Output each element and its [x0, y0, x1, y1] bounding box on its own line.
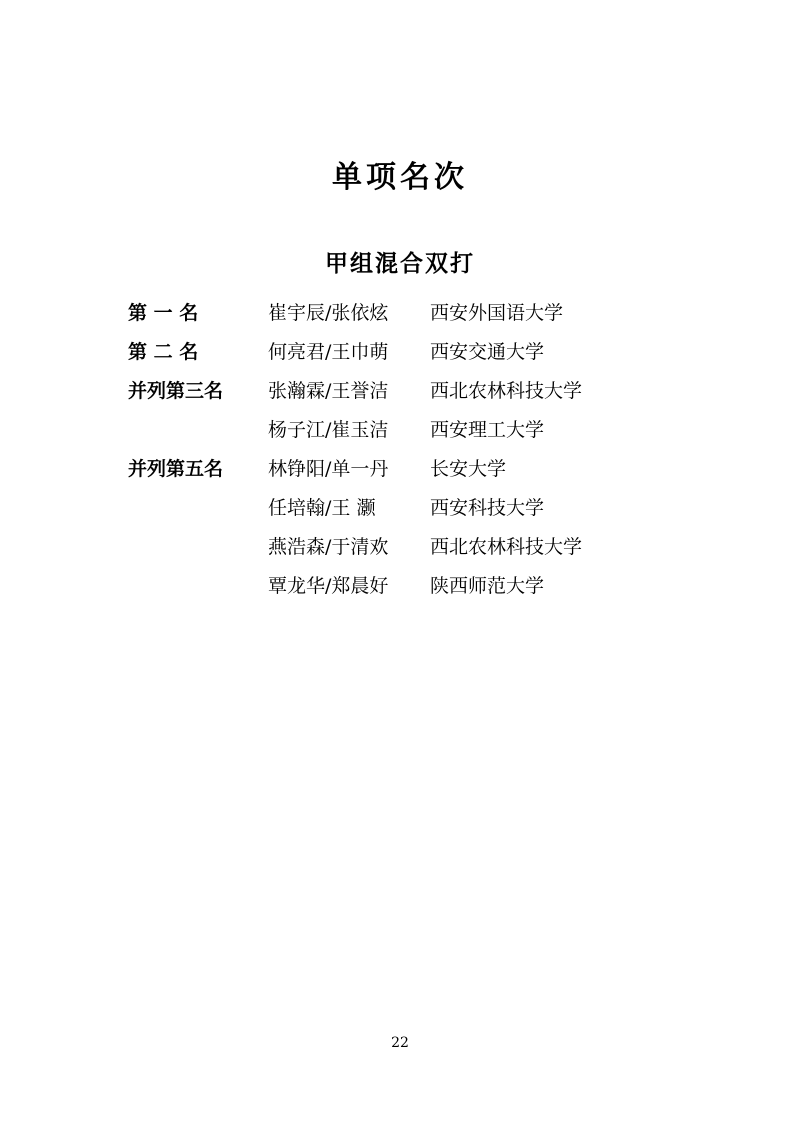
rank-label: 第 一 名: [128, 302, 199, 324]
page-title: 单项名次: [332, 160, 468, 195]
page-number: 22: [391, 1035, 409, 1051]
section-title: 甲组混合双打: [325, 250, 475, 277]
school-name: 西安科技大学: [430, 497, 545, 519]
school-name: 西安理工大学: [430, 419, 545, 441]
players-name: 林铮阳/单一丹: [268, 458, 389, 480]
rank-label: 并列第三名: [128, 380, 224, 402]
players-name: 燕浩森/于清欢: [268, 536, 389, 558]
list-item: [128, 493, 728, 532]
players-name: 张瀚霖/王誉洁: [268, 380, 389, 402]
list-item: [128, 571, 728, 610]
list-item: [128, 298, 728, 337]
list-item: [128, 532, 728, 571]
players-name: 何亮君/王巾萌: [268, 341, 389, 363]
players-name: 任培翰/王 灏: [268, 497, 376, 519]
rank-label: 并列第五名: [128, 458, 224, 480]
school-name: 陕西师范大学: [430, 575, 545, 597]
school-name: 西安交通大学: [430, 341, 545, 363]
school-name: 西北农林科技大学: [430, 380, 583, 402]
list-item: [128, 415, 728, 454]
school-name: 西安外国语大学: [430, 302, 564, 324]
school-name: 西北农林科技大学: [430, 536, 583, 558]
results-list: [128, 298, 728, 610]
players-name: 杨子江/崔玉洁: [268, 419, 389, 441]
list-item: [128, 376, 728, 415]
rank-label: 第 二 名: [128, 341, 199, 363]
players-name: 崔宇辰/张依炫: [268, 302, 389, 324]
list-item: [128, 454, 728, 493]
list-item: [128, 337, 728, 376]
school-name: 长安大学: [430, 458, 507, 480]
players-name: 覃龙华/郑晨好: [268, 575, 389, 597]
